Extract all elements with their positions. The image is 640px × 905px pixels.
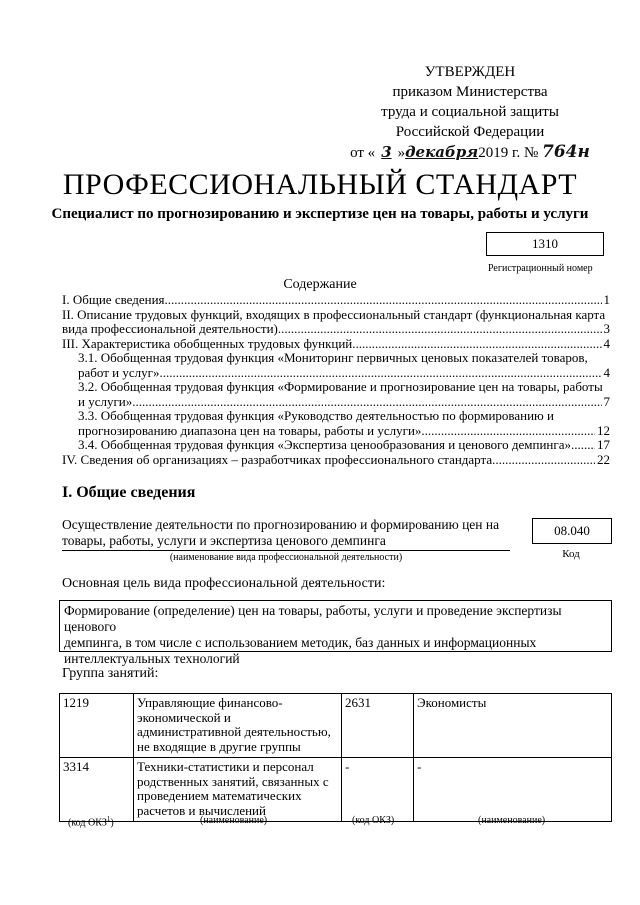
occupation-group-label: Группа занятий:	[62, 666, 159, 681]
section-heading: I. Общие сведения	[62, 484, 196, 501]
document-subtitle: Специалист по прогнозированию и экспертизе цен на товары, работы и услуги	[51, 206, 589, 222]
activity-code-caption: Код	[562, 548, 580, 560]
approval-block	[330, 62, 610, 163]
toc-item[interactable]: 3.3. Обобщенная трудовая функция «Руководство деятельностью по формированию и прогнозированию диапазона цен на товары, работы и услуги» ..... 12	[62, 409, 610, 438]
toc-title: Содержание	[283, 277, 357, 292]
handwritten-day: 3	[381, 143, 392, 161]
okz-code2-caption: (код ОКЗ)	[352, 815, 395, 826]
toc-item[interactable]: 3.1. Обобщенная трудовая функция «Мониторинг первичных ценовых показателей товаров, работ и услуг» ..... 4	[62, 351, 610, 380]
okz-name-cell: Экономисты	[414, 694, 612, 758]
approval-title: УТВЕРЖДЕН	[424, 64, 516, 80]
occupation-table	[59, 693, 612, 822]
registration-number-box: 1310	[486, 232, 604, 256]
table-row	[60, 694, 612, 758]
toc-item[interactable]: 3.4. Обобщенная трудовая функция «Экспертиза ценообразования и ценового демпинга» ..... 17	[62, 438, 610, 453]
activity-underline	[62, 550, 510, 551]
okz-code-cell: 3314	[60, 758, 134, 822]
okz-name-cell: Управляющие финансово- экономической и административной деятельностью, не входящие в другие группы	[134, 694, 342, 758]
goal-box: Формирование (определение) цен на товары, работы, услуги и проведение экспертизы ценового демпинга, в том числе с использованием методик, баз данных и информационных интеллектуальных технологий	[59, 600, 612, 652]
goal-label: Основная цель вида профессиональной деятельности:	[62, 576, 386, 591]
handwritten-month: декабря	[405, 143, 479, 161]
toc-item[interactable]: 3.2. Обобщенная трудовая функция «Формирование и прогнозирование цен на товары, работы и услуги» ..... 7	[62, 380, 610, 409]
approval-date-line: от « 3 »декабря2019 г. № 764н	[350, 142, 590, 162]
activity-code-box: 08.040	[532, 518, 612, 544]
toc-item[interactable]: III. Характеристика обобщенных трудовых функций ..... 4	[62, 337, 610, 352]
activity-caption: (наименование вида профессиональной деятельности)	[169, 552, 403, 563]
approval-ministry: труда и социальной защиты	[381, 104, 559, 120]
table-of-contents	[62, 293, 610, 467]
approval-order: приказом Министерства	[392, 84, 548, 100]
okz-name-cell: -	[414, 758, 612, 822]
okz-code-cell: 2631	[342, 694, 414, 758]
approval-country: Российской Федерации	[395, 124, 545, 140]
toc-item[interactable]: IV. Сведения об организациях – разработчиках профессионального стандарта ..... 22	[62, 453, 610, 468]
toc-item[interactable]: II. Описание трудовых функций, входящих в профессиональный стандарт (функциональная карта вида профессиональной деятельности) ..... 3	[62, 308, 610, 337]
okz-code-caption: (код ОКЗ$^1$)	[68, 815, 114, 829]
okz-name2-caption: (наименование)	[478, 815, 546, 826]
okz-code-cell: -	[342, 758, 414, 822]
activity-name: Осуществление деятельности по прогнозированию и формированию цен на товары, работы, услуги и экспертиза ценового демпинга	[62, 517, 500, 548]
table-row	[60, 758, 612, 822]
okz-name-cell: Техники-статистики и персонал родственных занятий, связанных с проведением математических расчетов и вычислений	[134, 758, 342, 822]
document-title: ПРОФЕССИОНАЛЬНЫЙ СТАНДАРТ	[62, 168, 578, 201]
handwritten-number: 764н	[542, 142, 590, 162]
okz-code-cell: 1219	[60, 694, 134, 758]
toc-item[interactable]: I. Общие сведения ..... 1	[62, 293, 610, 308]
okz-name-caption: (наименование)	[200, 815, 268, 826]
registration-number-caption: Регистрационный номер	[488, 263, 593, 274]
